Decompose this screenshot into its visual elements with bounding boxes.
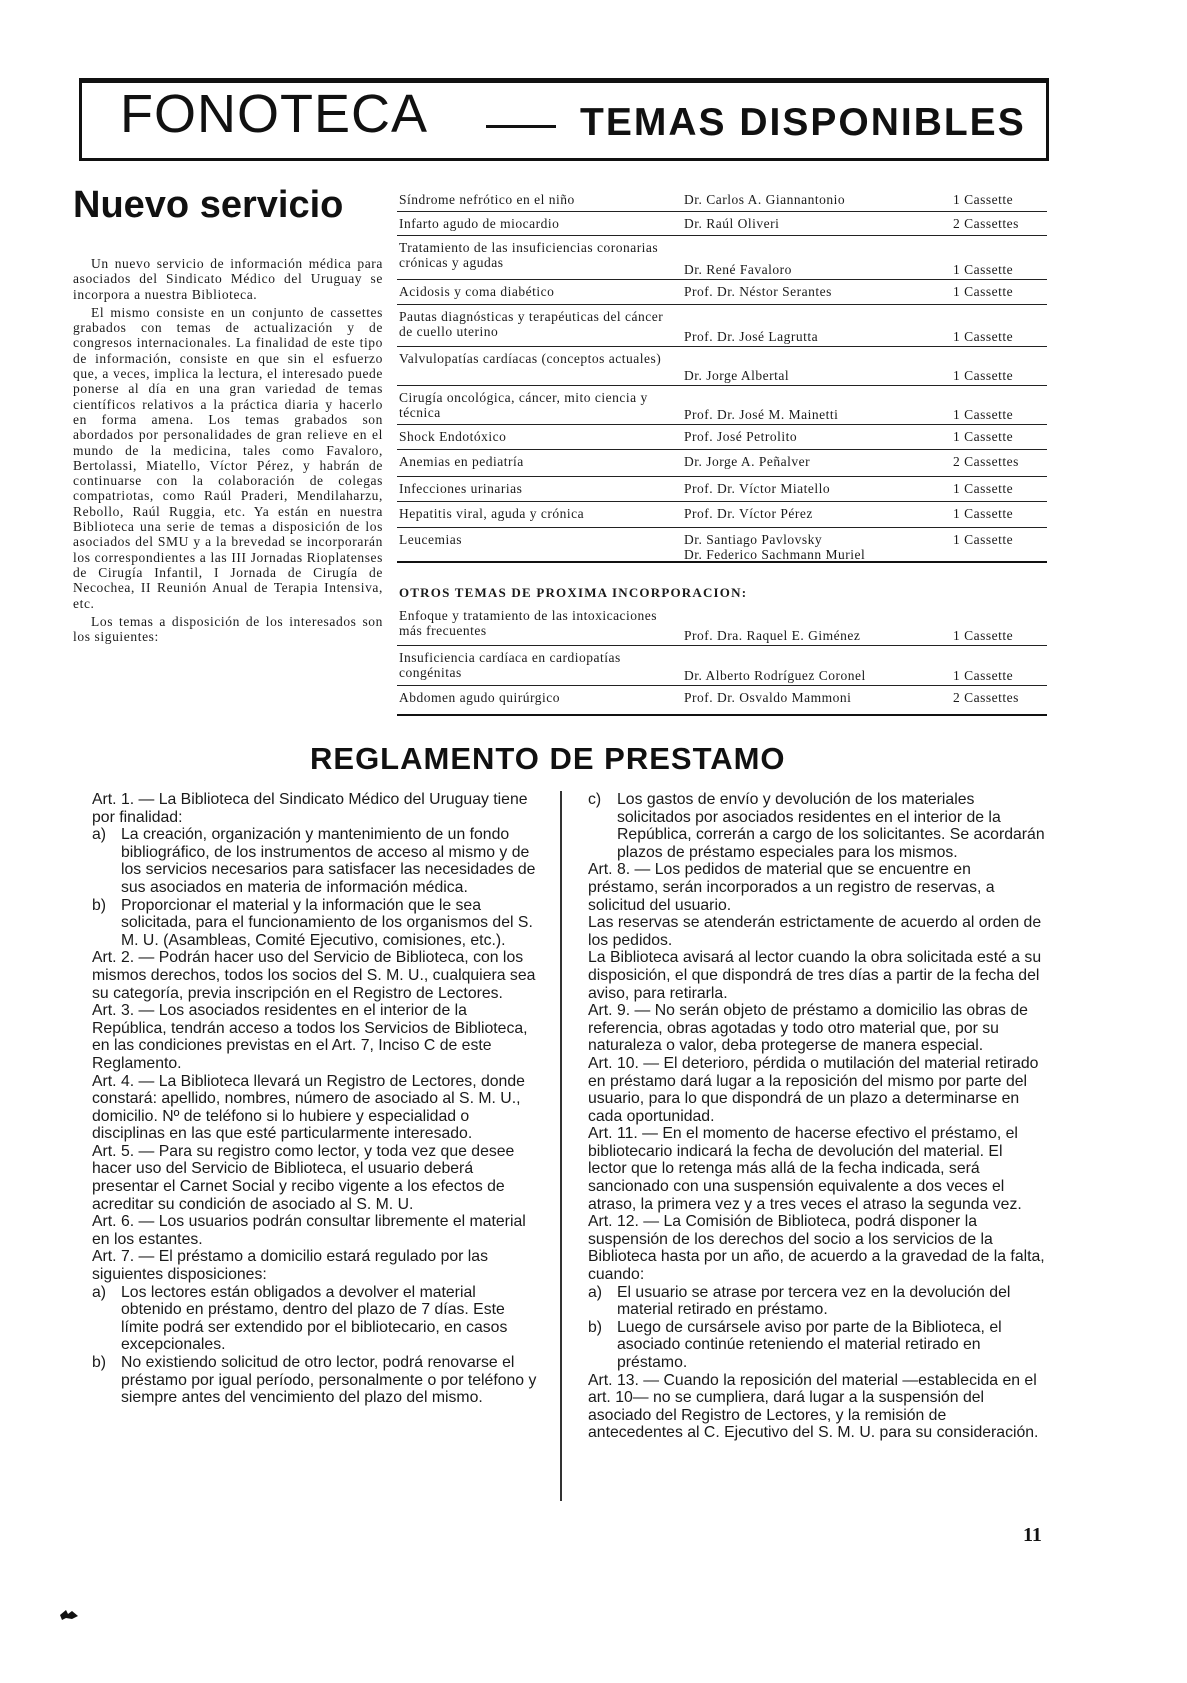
topic-author: Dr. René Favaloro — [684, 262, 792, 277]
regulation-article: Art. 9. — No serán objeto de préstamo a domicilio las obras de referencia, obras agotadas y todo otro material que, por su naturaleza o valor, deba protegerse de manera especial. — [588, 1002, 1028, 1055]
topic-cassettes: 1 Cassette — [953, 262, 1014, 277]
topic-row — [397, 502, 1047, 528]
topic-author: Dr. Raúl Oliveri — [684, 216, 780, 231]
topic-cassettes: 1 Cassette — [953, 506, 1014, 521]
topic-author: Dr. Santiago Pavlovsky Dr. Federico Sachmann Muriel — [684, 532, 866, 562]
regulation-title: REGLAMENTO DE PRESTAMO — [310, 741, 786, 776]
clause-text: Proporcionar el material y la información que le sea solicitada, para el funcionamiento de los organismos del S. M. U. (Asambleas, Comité Ejecutivo, comisiones, etc.). — [121, 896, 533, 949]
regulation-clause — [92, 897, 538, 950]
topic-cassettes: 1 Cassette — [953, 284, 1014, 299]
page-header — [79, 79, 1049, 161]
header-fonoteca: FONOTECA — [120, 84, 429, 144]
upcoming-table — [397, 604, 1047, 716]
topic-author: Dr. Jorge Albertal — [684, 368, 790, 383]
regulation-article: Art. 3. — Los asociados residentes en el interior de la República, tendrán acceso a todos los Servicios de Biblioteca, en las condiciones previstas en el Art. 7, Inciso C de este Reglamento. — [92, 1002, 528, 1072]
topic-row — [397, 528, 1047, 563]
page-number: 11 — [1023, 1524, 1042, 1546]
intro-paragraph: Los temas a disposición de los interesados son los siguientes: — [73, 613, 383, 645]
regulation-clause — [92, 826, 538, 896]
topic-row — [397, 450, 1047, 477]
topic-cassettes: 1 Cassette — [953, 329, 1014, 344]
topic-title: Anemias en pediatría — [399, 454, 524, 469]
printer-mark-icon — [60, 1610, 78, 1620]
topic-author: Prof. José Petrolito — [684, 429, 798, 444]
topic-title: Abdomen agudo quirúrgico — [399, 690, 560, 705]
topic-title: Shock Endotóxico — [399, 429, 507, 444]
topic-author: Prof. Dr. Víctor Pérez — [684, 506, 813, 521]
topic-title: Infarto agudo de miocardio — [399, 216, 560, 231]
topic-row — [397, 477, 1047, 502]
regulation-article: Art. 13. — Cuando la reposición del material —establecida en el art. 10— no se cumpliera, dará lugar a la suspensión del asociado del Registro de Lectores, y la remisión de antecedentes al C. Ejecutivo del S. M. U. para su consideración. — [588, 1371, 1039, 1442]
topic-title: Enfoque y tratamiento de las intoxicaciones más frecuentes — [399, 608, 658, 638]
regulation-article: Art. 12. — La Comisión de Biblioteca, podrá disponer la suspensión de los derechos del socio a los servicios de la Biblioteca hasta por un año, de acuerdo a la gravedad de la falta, cuando: — [588, 1213, 1045, 1284]
topic-cassettes: 2 Cassettes — [953, 216, 1019, 231]
topic-title: Cirugía oncológica, cáncer, mito ciencia y técnica — [399, 390, 648, 420]
topic-author: Dr. Jorge A. Peñalver — [684, 454, 811, 469]
intro-paragraph: Un nuevo servicio de información médica para asociados del Sindicato Médico del Uruguay se incorpora a nuestra Biblioteca. — [73, 256, 383, 302]
header-dash — [486, 125, 556, 128]
topic-row — [397, 305, 1047, 347]
topic-row — [397, 386, 1047, 425]
clause-text: El usuario se atrase por tercera vez en la devolución del material retirado en préstamo. — [617, 1283, 1011, 1319]
regulation-article: Art. 7. — El préstamo a domicilio estará regulado por las siguientes disposiciones: — [92, 1248, 488, 1284]
clause-text: Luego de cursársele aviso por parte de la Biblioteca, el asociado continúe reteniendo el material retirado en préstamo. — [617, 1318, 1002, 1371]
regulation-left-column — [92, 791, 538, 1407]
regulation-clause — [588, 1284, 1045, 1319]
topic-cassettes: 1 Cassette — [953, 668, 1014, 683]
clause-label: b) — [588, 1318, 603, 1336]
clause-text: No existiendo solicitud de otro lector, podrá renovarse el préstamo por igual período, personalmente o por teléfono y siempre antes del vencimiento del plazo del mismo. — [121, 1354, 537, 1407]
clause-label: a) — [588, 1283, 603, 1301]
regulation-clause — [92, 1354, 538, 1407]
topic-author: Dr. Alberto Rodríguez Coronel — [684, 668, 866, 683]
topic-author: Dr. Carlos A. Giannantonio — [684, 192, 846, 207]
topic-author: Prof. Dr. José M. Mainetti — [684, 407, 839, 422]
regulation-article: Art. 5. — Para su registro como lector, y toda vez que desee hacer uso del Servicio de Biblioteca, el usuario deberá presentar el Carnet Social y recibo vigente a los efectos de acreditar su condición de asociado al S. M. U. — [92, 1142, 515, 1213]
upcoming-title: OTROS TEMAS DE PROXIMA INCORPORACION: — [399, 585, 748, 600]
topic-title: Valvulopatías cardíacas (conceptos actuales) — [399, 351, 662, 366]
topic-cassettes: 1 Cassette — [953, 532, 1014, 547]
topic-title: Insuficiencia cardíaca en cardiopatías congénitas — [399, 650, 621, 680]
topic-title: Pautas diagnósticas y terapéuticas del cáncer de cuello uterino — [399, 309, 664, 339]
topic-title: Infecciones urinarias — [399, 481, 523, 496]
regulation-clause — [588, 1319, 1045, 1372]
topic-row — [397, 347, 1047, 386]
topic-cassettes: 1 Cassette — [953, 368, 1014, 383]
topic-cassettes: 1 Cassette — [953, 429, 1014, 444]
topic-author: Prof. Dr. José Lagrutta — [684, 329, 819, 344]
topic-cassettes: 2 Cassettes — [953, 690, 1019, 705]
intro-body — [73, 256, 383, 647]
clause-label: a) — [92, 1283, 107, 1301]
regulation-article: Art. 8. — Los pedidos de material que se encuentre en préstamo, serán incorporados a un registro de reservas, a solicitud del usuario. — [588, 861, 995, 914]
regulation-clause — [588, 791, 1045, 861]
clause-text: La creación, organización y mantenimiento de un fondo bibliográfico, de los instrumentos de acceso al mismo y de los servicios necesarios para satisfacer las necesidades de sus asociados en materia de información médica. — [121, 826, 536, 896]
regulation-clause — [92, 1284, 538, 1354]
regulation-article: Art. 4. — La Biblioteca llevará un Registro de Lectores, donde constará: apellido, nombres, número de asociado al S. M. U., domicilio. Nº de teléfono si lo hubiere y especialidad o disciplinas en las que esté particularmente interesado. — [92, 1072, 525, 1143]
intro-title: Nuevo servicio — [73, 184, 344, 226]
clause-label: c) — [588, 791, 602, 808]
regulation-article: Art. 10. — El deterioro, pérdida o mutilación del material retirado en préstamo dará lugar a la reposición del mismo por parte del usuario, para lo que dispondrá de un plazo a determinarse en cada oportunidad. — [588, 1054, 1039, 1125]
topic-title: Acidosis y coma diabético — [399, 284, 555, 299]
topic-author: Prof. Dr. Víctor Miatello — [684, 481, 831, 496]
clause-text: Los lectores están obligados a devolver el material obtenido en préstamo, dentro del plazo de 7 días. Este límite podrá ser extendido por el bibliotecario, en casos excepcionales. — [121, 1283, 508, 1354]
regulation-article: Art. 11. — En el momento de hacerse efectivo el préstamo, el bibliotecario indicará la fecha de devolución del material. El lector que lo retenga más allá de la fecha indicada, será sancionado con una suspensión equivalente a dos veces el atraso, la primera vez y a tres veces el atraso la segunda vez. — [588, 1125, 1022, 1213]
clause-label: b) — [92, 1354, 107, 1371]
clause-text: Los gastos de envío y devolución de los materiales solicitados por asociados residentes en el interior de la República, correrán a cargo de los solicitantes. Se acordarán plazos de préstamo especiales para los mismos. — [617, 791, 1045, 861]
intro-paragraph: El mismo consiste en un conjunto de cassettes grabados con temas de actualización y de congresos internacionales. La finalidad de este tipo de información, consiste en que sin el esfuerzo que, a veces, implica la lectura, el interesado puede ponerse al día en una gran variedad de temas científicos relativos a la práctica diaria y hacerlo en forma amena. Los temas grabados son abordados por personalidades de gran relieve en el mundo de la medicina, tales como Favaloro, Bertolassi, Miatello, Víctor Pérez, y habrán de continuarse con la colaboración de colegas compatriotas, como Raúl Praderi, Mendilaharzu, Rebollo, Raúl Ruggia, etc. Ya están en nuestra Biblioteca una serie de temas a disposición de los asociados del SMU y a la brevedad se incorporarán los correspondientes a las III Jornadas Rioplatenses de Cirugía Infantil, I Jornada de Cirugía de Necochea, II Reunión Anual de Terapia Intensiva, etc. — [73, 304, 383, 611]
topic-row — [397, 188, 1047, 212]
topic-cassettes: 1 Cassette — [953, 192, 1014, 207]
column-divider — [560, 791, 562, 1501]
topic-row — [397, 425, 1047, 450]
topic-cassettes: 2 Cassettes — [953, 454, 1019, 469]
topics-table — [397, 188, 1047, 563]
regulation-right-column — [588, 791, 1045, 1442]
topic-row — [397, 604, 1047, 646]
topic-row — [397, 646, 1047, 686]
topic-row — [397, 280, 1047, 305]
topic-cassettes: 1 Cassette — [953, 481, 1014, 496]
regulation-article: Art. 2. — Podrán hacer uso del Servicio de Biblioteca, con los mismos derechos, todos los socios del S. M. U., cualquiera sea su categoría, previa inscripción en el Registro de Lectores. — [92, 949, 536, 1002]
topic-author: Prof. Dr. Néstor Serantes — [684, 284, 832, 299]
topic-author: Prof. Dra. Raquel E. Giménez — [684, 628, 861, 643]
topic-author: Prof. Dr. Osvaldo Mammoni — [684, 690, 852, 705]
regulation-article: Art. 6. — Los usuarios podrán consultar libremente el material en los estantes. — [92, 1213, 526, 1248]
topic-title: Tratamiento de las insuficiencias coronarias crónicas y agudas — [399, 240, 659, 270]
topic-row — [397, 686, 1047, 716]
clause-label: b) — [92, 896, 107, 914]
topic-cassettes: 1 Cassette — [953, 628, 1014, 643]
topic-cassettes: 1 Cassette — [953, 407, 1014, 422]
topic-title: Hepatitis viral, aguda y crónica — [399, 506, 585, 521]
regulation-article: La Biblioteca avisará al lector cuando la obra solicitada esté a su disposición, el que dispondrá de tres días a partir de la fecha del aviso, para retirarla. — [588, 949, 1042, 1002]
regulation-article: Art. 1. — La Biblioteca del Sindicato Médico del Uruguay tiene por finalidad: — [92, 791, 528, 826]
header-temas-disponibles: TEMAS DISPONIBLES — [580, 101, 1026, 144]
topic-row — [397, 236, 1047, 280]
clause-label: a) — [92, 826, 107, 844]
topic-title: Síndrome nefrótico en el niño — [399, 192, 575, 207]
regulation-article: Las reservas se atenderán estrictamente de acuerdo al orden de los pedidos. — [588, 914, 1042, 949]
topic-title: Leucemias — [399, 532, 462, 547]
topic-row — [397, 212, 1047, 236]
